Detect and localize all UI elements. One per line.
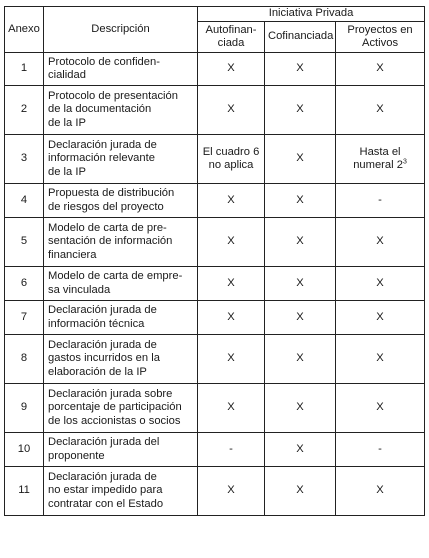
descripcion-line: Modelo de carta de pre-	[48, 222, 167, 235]
cofinanciada-cell: X	[265, 218, 336, 267]
proyectos-cell	[336, 218, 425, 267]
proyectos-cell	[336, 384, 425, 433]
header-cofinanciada: Cofinanciada	[265, 22, 336, 53]
cofinanciada-cell: X	[265, 467, 336, 516]
proyectos-line-text: X	[376, 276, 384, 289]
table-row	[5, 467, 425, 516]
descripcion-line: de los accionistas o socios	[48, 414, 181, 427]
descripcion-cell	[44, 184, 198, 218]
anexo-number: 6	[5, 267, 44, 301]
proyectos-cell	[336, 86, 425, 135]
anexo-number: 8	[5, 335, 44, 384]
descripcion-cell	[44, 467, 198, 516]
table-row	[5, 218, 425, 267]
proyectos-cell	[336, 53, 425, 86]
autofinanciada-line: X	[227, 103, 235, 116]
proyectos-line	[339, 103, 421, 116]
descripcion-line: no estar impedido para	[48, 484, 163, 497]
proyectos-line	[339, 159, 421, 172]
annex-table-container	[4, 6, 425, 516]
proyectos-line-text: X	[376, 352, 384, 365]
autofinanciada-cell	[198, 86, 265, 135]
anexo-number: 4	[5, 184, 44, 218]
descripcion-cell	[44, 433, 198, 467]
descripcion-line: información relevante	[48, 152, 155, 165]
proyectos-line-text: Hasta el	[359, 145, 401, 158]
cofinanciada-cell: X	[265, 335, 336, 384]
descripcion-line: contratar con el Estado	[48, 497, 164, 510]
autofinanciada-line: X	[227, 352, 235, 365]
table-body	[5, 53, 425, 516]
descripcion-cell	[44, 218, 198, 267]
proyectos-line	[339, 311, 421, 324]
header-autofinanciada	[198, 22, 265, 53]
descripcion-cell	[44, 384, 198, 433]
table-row	[5, 135, 425, 184]
proyectos-line	[339, 62, 421, 75]
header-anexo: Anexo	[5, 7, 44, 53]
descripcion-line: Declaración jurada sobre	[48, 388, 173, 401]
proyectos-cell	[336, 267, 425, 301]
proyectos-line	[339, 484, 421, 497]
proyectos-line-text: X	[376, 103, 384, 116]
anexo-number: 1	[5, 53, 44, 86]
proyectos-line-text: X	[376, 235, 384, 248]
autofinanciada-cell	[198, 218, 265, 267]
table-row	[5, 301, 425, 335]
anexo-number: 10	[5, 433, 44, 467]
autofinanciada-cell	[198, 184, 265, 218]
header-iniciativa-privada: Iniciativa Privada	[198, 7, 425, 22]
descripcion-line: Declaración jurada del	[48, 436, 160, 449]
autofinanciada-line: X	[227, 484, 235, 497]
descripcion-line: Declaración jurada de	[48, 339, 157, 352]
autofinanciada-cell	[198, 301, 265, 335]
proyectos-cell	[336, 335, 425, 384]
descripcion-line: de la IP	[48, 116, 86, 129]
autofinanciada-line: X	[227, 310, 235, 323]
anexo-number: 3	[5, 135, 44, 184]
header-proyectos-line-1: Proyectos en	[347, 23, 413, 36]
autofinanciada-line: X	[227, 276, 235, 289]
descripcion-line: Propuesta de distribución	[48, 187, 175, 200]
descripcion-cell	[44, 86, 198, 135]
proyectos-cell	[336, 433, 425, 467]
descripcion-line: Protocolo de presentación	[48, 90, 178, 103]
autofinanciada-cell	[198, 53, 265, 86]
autofinanciada-line: X	[227, 62, 235, 75]
anexo-number: 11	[5, 467, 44, 516]
table-row	[5, 433, 425, 467]
descripcion-line: Protocolo de confiden-	[48, 55, 160, 68]
descripcion-line: cialidad	[48, 69, 86, 81]
anexo-number: 7	[5, 301, 44, 335]
descripcion-line: de la IP	[48, 165, 86, 178]
proyectos-line-text: numeral 2	[353, 159, 403, 171]
cofinanciada-cell: X	[265, 53, 336, 86]
cofinanciada-cell: X	[265, 433, 336, 467]
proyectos-line-text: -	[378, 442, 382, 455]
descripcion-line: información técnica	[48, 317, 145, 330]
cofinanciada-cell: X	[265, 184, 336, 218]
autofinanciada-line: X	[227, 401, 235, 414]
table-row	[5, 53, 425, 86]
table-row	[5, 335, 425, 384]
table-row	[5, 86, 425, 135]
descripcion-line: sa vinculada	[48, 283, 111, 296]
autofinanciada-cell	[198, 384, 265, 433]
table-row	[5, 184, 425, 218]
autofinanciada-line: X	[227, 235, 235, 248]
cofinanciada-cell: X	[265, 301, 336, 335]
descripcion-line: sentación de información	[48, 235, 173, 248]
proyectos-cell	[336, 135, 425, 184]
footnote-superscript: 3	[402, 158, 407, 166]
table-row	[5, 267, 425, 301]
proyectos-line-text: X	[376, 484, 384, 497]
table-row	[5, 384, 425, 433]
descripcion-line: de la documentación	[48, 103, 152, 116]
proyectos-cell	[336, 467, 425, 516]
descripcion-line: Declaración jurada de	[48, 304, 157, 317]
descripcion-cell	[44, 53, 198, 86]
autofinanciada-line: -	[229, 442, 233, 455]
header-autofinanciada-line-1: Autofinan-	[205, 23, 257, 36]
proyectos-line	[339, 277, 421, 290]
autofinanciada-cell	[198, 135, 265, 184]
proyectos-line-text: X	[376, 62, 384, 75]
descripcion-cell	[44, 301, 198, 335]
descripcion-line: Modelo de carta de empre-	[48, 270, 183, 283]
proyectos-line	[339, 401, 421, 414]
descripcion-cell	[44, 335, 198, 384]
descripcion-line: gastos incurridos en la	[48, 352, 160, 365]
autofinanciada-line: El cuadro 6	[202, 145, 260, 158]
cofinanciada-cell: X	[265, 86, 336, 135]
proyectos-cell	[336, 301, 425, 335]
anexo-number: 5	[5, 218, 44, 267]
proyectos-line-text: X	[376, 401, 384, 414]
descripcion-line: de riesgos del proyecto	[48, 200, 164, 213]
header-descripcion: Descripción	[44, 7, 198, 53]
descripcion-line: financiera	[48, 248, 97, 261]
descripcion-line: elaboración de la IP	[48, 365, 147, 378]
descripcion-line: Declaración jurada de	[48, 139, 157, 152]
proyectos-line	[339, 235, 421, 248]
header-autofinanciada-line-2: ciada	[217, 37, 245, 49]
anexo-number: 2	[5, 86, 44, 135]
proyectos-cell	[336, 184, 425, 218]
proyectos-line-text: -	[378, 193, 382, 206]
cofinanciada-cell: X	[265, 384, 336, 433]
header-proyectos-en-activos	[336, 22, 425, 53]
descripcion-cell	[44, 135, 198, 184]
anexo-number: 9	[5, 384, 44, 433]
autofinanciada-cell	[198, 433, 265, 467]
proyectos-line	[339, 194, 421, 207]
cofinanciada-cell: X	[265, 135, 336, 184]
proyectos-line	[339, 352, 421, 365]
descripcion-line: porcentaje de participación	[48, 401, 182, 414]
autofinanciada-cell	[198, 335, 265, 384]
autofinanciada-cell	[198, 467, 265, 516]
autofinanciada-line: X	[227, 193, 235, 206]
cofinanciada-cell: X	[265, 267, 336, 301]
annex-table	[4, 6, 425, 516]
proyectos-line	[339, 443, 421, 456]
proyectos-line-text: X	[376, 310, 384, 323]
descripcion-cell	[44, 267, 198, 301]
autofinanciada-cell	[198, 267, 265, 301]
header-proyectos-line-2: Activos	[361, 37, 399, 49]
proyectos-line	[339, 146, 421, 159]
descripcion-line: proponente	[48, 449, 105, 462]
autofinanciada-line: no aplica	[208, 159, 254, 171]
descripcion-line: Declaración jurada de	[48, 471, 157, 484]
